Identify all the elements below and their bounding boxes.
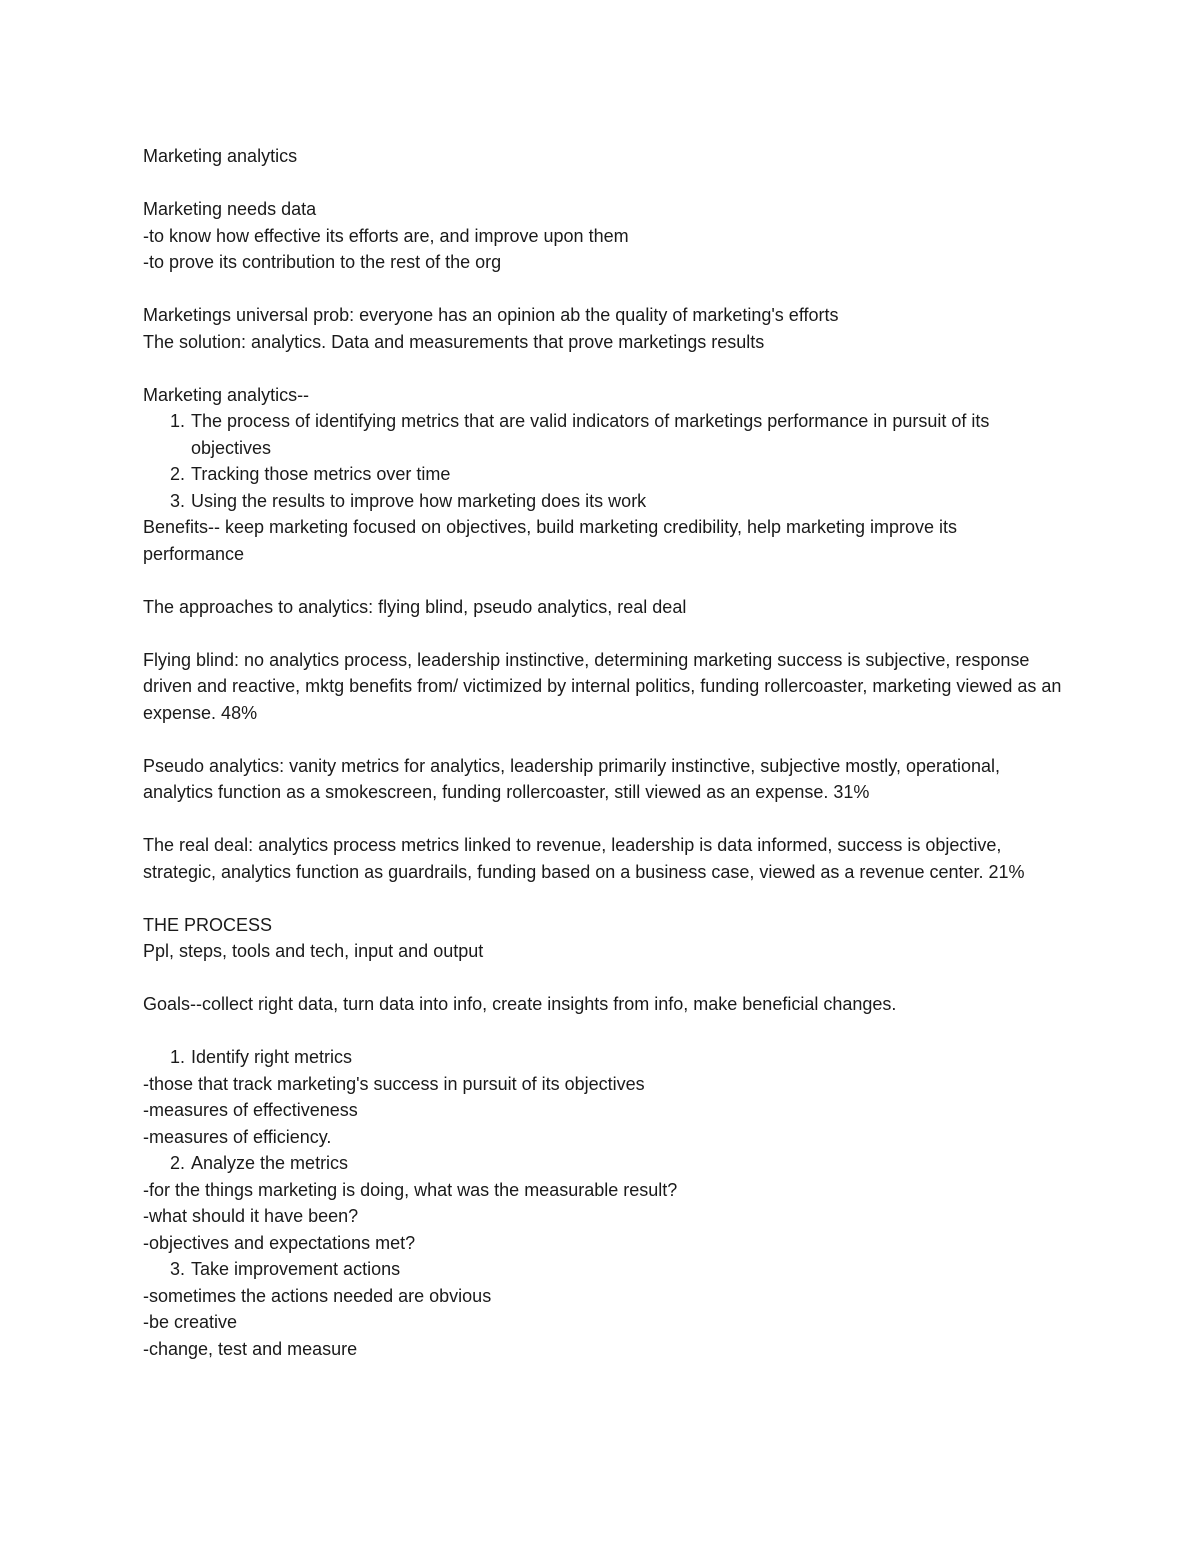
step1-note: -those that track marketing's success in pursuit of its objectives bbox=[143, 1073, 645, 1094]
list-item bbox=[143, 408, 1063, 461]
document-body bbox=[143, 143, 1063, 1362]
process-heading: THE PROCESS bbox=[143, 914, 273, 935]
needs-line-1: -to know how effective its efforts are, and improve upon them bbox=[143, 225, 629, 246]
list-number: 2. bbox=[170, 1153, 186, 1173]
analytics-heading: Marketing analytics-- bbox=[143, 384, 310, 405]
list-item bbox=[143, 461, 1063, 488]
problem-line: Marketings universal prob: everyone has an opinion ab the quality of marketing's efforts bbox=[143, 305, 839, 325]
list-text: Take improvement actions bbox=[191, 1259, 401, 1279]
list-item bbox=[143, 1044, 1063, 1071]
list-text: Identify right metrics bbox=[191, 1047, 353, 1067]
solution-line: The solution: analytics. Data and measurements that prove marketings results bbox=[143, 331, 765, 352]
document-title: Marketing analytics bbox=[143, 146, 298, 166]
list-item bbox=[143, 1256, 1063, 1283]
step1-note: -measures of efficiency. bbox=[143, 1126, 332, 1147]
approaches-line: The approaches to analytics: flying blind, pseudo analytics, real deal bbox=[143, 596, 687, 617]
list-number: 2. bbox=[170, 464, 186, 484]
list-text: Using the results to improve how marketing does its work bbox=[191, 490, 647, 511]
list-item bbox=[143, 1150, 1063, 1177]
list-number: 3. bbox=[170, 490, 186, 511]
needs-line-2: -to prove its contribution to the rest of the org bbox=[143, 252, 502, 272]
pseudo-analytics-paragraph: Pseudo analytics: vanity metrics for analytics, leadership primarily instinctive, subjective mostly, operational, analytics function as a smokescreen, funding rollercoaster, still viewed as an expense. 31% bbox=[143, 755, 1001, 802]
list-item bbox=[143, 488, 1063, 515]
step3-note: -be creative bbox=[143, 1312, 238, 1332]
step3-note: -change, test and measure bbox=[143, 1338, 358, 1359]
step2-note: -what should it have been? bbox=[143, 1206, 359, 1226]
step2-note: -for the things marketing is doing, what was the measurable result? bbox=[143, 1179, 678, 1200]
real-deal-paragraph: The real deal: analytics process metrics linked to revenue, leadership is data informed, success is objective, strategic, analytics function as guardrails, funding based on a business case, viewed as a revenue center. 21% bbox=[143, 835, 1025, 882]
list-text: The process of identifying metrics that are valid indicators of marketings performance in pursuit of its objectives bbox=[191, 411, 990, 458]
step1-note: -measures of effectiveness bbox=[143, 1100, 358, 1120]
needs-heading: Marketing needs data bbox=[143, 199, 317, 219]
step2-note: -objectives and expectations met? bbox=[143, 1232, 416, 1253]
list-text: Analyze the metrics bbox=[191, 1153, 349, 1173]
process-items: Ppl, steps, tools and tech, input and output bbox=[143, 941, 484, 961]
list-number: 3. bbox=[170, 1259, 186, 1279]
flying-blind-paragraph: Flying blind: no analytics process, leadership instinctive, determining marketing success is subjective, response driven and reactive, mktg benefits from/ victimized by internal politics, funding rollercoaster, marketing viewed as an expense. 48% bbox=[143, 649, 1062, 723]
goals-line: Goals--collect right data, turn data into info, create insights from info, make beneficial changes. bbox=[143, 994, 897, 1014]
step3-note: -sometimes the actions needed are obvious bbox=[143, 1285, 492, 1306]
list-number: 1. bbox=[170, 411, 186, 431]
list-text: Tracking those metrics over time bbox=[191, 464, 451, 484]
benefits-paragraph: Benefits-- keep marketing focused on objectives, build marketing credibility, help marketing improve its performance bbox=[143, 517, 958, 564]
list-number: 1. bbox=[170, 1047, 186, 1067]
